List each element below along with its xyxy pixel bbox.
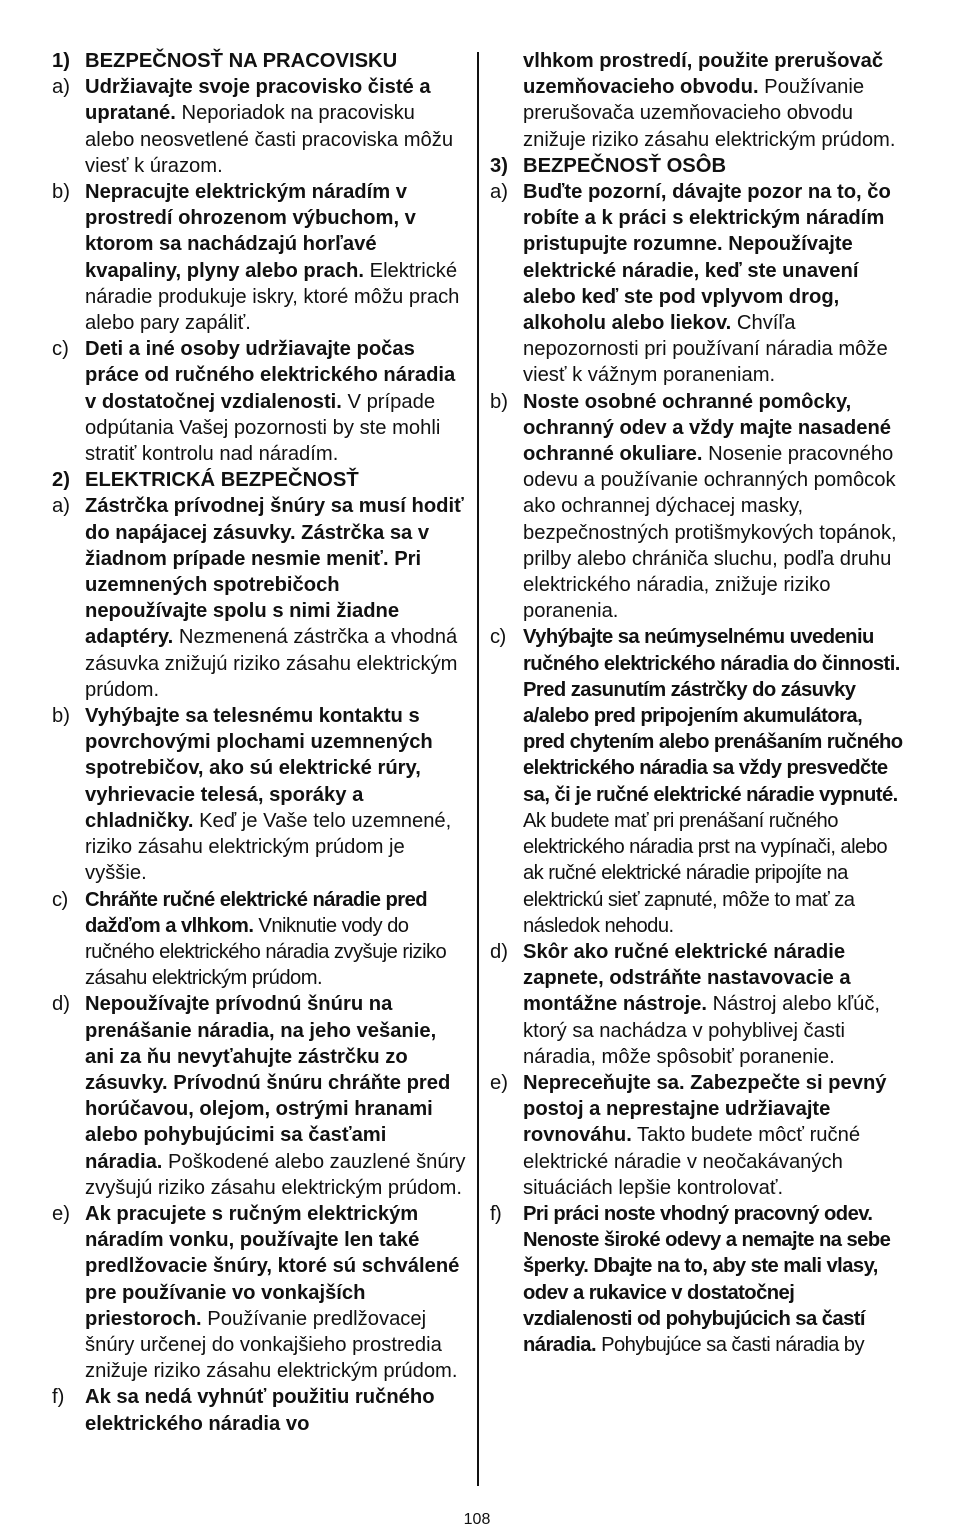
item-marker: d): [490, 940, 508, 963]
item-marker: b): [52, 705, 70, 728]
item-text: Nezmenená zástrčka a vhodná zásuvka znižujú riziko zásahu elektrickým prúdom.: [85, 626, 458, 701]
list-item: [52, 493, 466, 703]
section-number: 1): [52, 50, 70, 72]
item-bold-text: Zástrčka prívodnej šnúry sa musí hodiť do napájacej zásuvky. Zástrčka sa v žiadnom prípade nesmie meniť. Pri uzemnených spotrebičoch nepoužívajte spolu s nimi žiadne adaptéry.: [85, 495, 464, 649]
list-item: [52, 1201, 466, 1384]
item-text: Používanie prerušovača uzemňovacieho obvodu znižuje riziko zásahu elektrickým prúdom.: [523, 76, 896, 151]
list-item: [490, 179, 904, 389]
item-marker: d): [52, 993, 70, 1016]
list-item: [52, 887, 466, 992]
item-bold-text: Nepreceňujte sa. Zabezpečte si pevný postoj a neprestajne udržiavajte rovnováhu.: [523, 1071, 887, 1147]
item-text: Takto budete môcť ručné elektrické náradie v neočakávaných situáciách lepšie kontrolovať.: [523, 1124, 861, 1199]
item-bold-text: Pri práci noste vhodný pracovný odev. Nenoste široké odevy a nemajte na sebe šperky. Dbajte na to, aby ste mali vlasy, odev a rukavice v dostatočnej vzdialenosti od pohybujúcich sa častí náradia.: [523, 1202, 891, 1356]
item-bold-text: Vyhýbajte sa neúmyselnému uvedeniu ručného elektrického náradia do činnosti. Pred zasunutím zástrčky do zásuvky a/alebo pred pripojením akumulátora, pred chytením alebo prenášaním ručného elektrického náradia sa vždy presvedčte sa, či je ručné elektrické náradie vypnuté.: [523, 626, 903, 806]
section-heading-personal-safety: [490, 153, 904, 179]
list-item: [52, 991, 466, 1201]
list-item-continuation: [490, 48, 904, 153]
item-text: Pohybujúce sa časti náradia by: [596, 1333, 865, 1356]
item-marker: e): [490, 1071, 508, 1094]
item-marker: b): [490, 390, 508, 413]
item-bold-text: Ak pracujete s ručným elektrickým náradím vonku, používajte len také predlžovacie šnúry, ktoré sú schválené pre používanie vo vonkajších priestoroch.: [85, 1202, 460, 1330]
item-bold-text: Chráňte ručné elektrické náradie pred dažďom a vlhkom.: [85, 888, 428, 937]
section-title: ELEKTRICKÁ BEZPEČNOSŤ: [85, 469, 359, 492]
item-bold-text: Nepracujte elektrickým náradím v prostredí ohrozenom výbuchom, v ktorom sa nachádzajú horľavé kvapaliny, plyny alebo prach.: [85, 181, 416, 282]
item-text: Neporiadok na pracovisku alebo neosvetlené časti pracoviska môžu viesť k úrazom.: [85, 102, 454, 177]
item-marker: c): [490, 626, 506, 649]
column-divider: [477, 52, 479, 1486]
item-bold-text: Udržiavajte svoje pracovisko čisté a upratané.: [85, 76, 431, 125]
right-column: [490, 48, 904, 1358]
list-item: [490, 1201, 904, 1358]
item-marker: f): [52, 1386, 65, 1409]
list-item: [490, 939, 904, 1070]
item-bold-text: Skôr ako ručné elektrické náradie zapnete, odstráňte nastavovacie a montážne nástroje.: [523, 940, 851, 1016]
section-number: 3): [490, 154, 508, 177]
item-bold-text: Ak sa nedá vyhnúť použitiu ručného elektrického náradia vo: [85, 1386, 435, 1435]
item-marker: b): [52, 181, 70, 204]
item-marker: c): [52, 888, 68, 911]
list-item: [490, 1070, 904, 1201]
section-heading-electrical-safety: [52, 467, 466, 493]
item-marker: c): [52, 338, 69, 361]
item-bold-text: Deti a iné osoby udržiavajte počas práce od ručného elektrického náradia v dostatočnej vzdialenosti.: [85, 338, 456, 413]
list-item: [52, 74, 466, 179]
list-item: [52, 336, 466, 467]
list-item: [490, 624, 904, 938]
item-marker: a): [52, 76, 70, 99]
item-text: Chvíľa nepozornosti pri používaní náradia môže viesť k vážnym poraneniam.: [523, 312, 888, 387]
item-marker: e): [52, 1202, 70, 1225]
item-marker: f): [490, 1202, 502, 1225]
section-number: 2): [52, 469, 70, 492]
item-text: Vniknutie vody do ručného elektrického náradia zvyšuje riziko zásahu elektrickým prúdom.: [85, 914, 447, 990]
item-bold-text: Nepoužívajte prívodnú šnúru na prenášanie náradia, na jeho vešanie, ani za ňu nevyťahujte zástrčku zo zásuvky. Prívodnú šnúru chráňte pred horúčavou, olejom, ostrými hranami alebo pohybujúcimi sa časťami náradia.: [85, 993, 451, 1173]
item-text: Nástroj alebo kľúč, ktorý sa nachádza v pohyblivej časti náradia, môže spôsobiť poranenie.: [523, 993, 881, 1068]
item-marker: a): [52, 495, 70, 518]
list-item: [52, 179, 466, 336]
section-heading-workplace-safety: [52, 48, 466, 74]
item-text: Nosenie pracovného odevu a používanie ochranných pomôcok ako ochrannej dýchacej masky, bezpečnostných protišmykových topánok, prilby alebo chrániča sluchu, podľa druhu elektrického náradia, znižuje riziko poranenia.: [523, 443, 897, 623]
item-text: Poškodené alebo zauzlené šnúry zvyšujú riziko zásahu elektrickým prúdom.: [85, 1150, 466, 1199]
item-text: V prípade odpútania Vašej pozornosti by ste mohli stratiť kontrolu nad náradím.: [85, 390, 441, 466]
section-title: BEZPEČNOSŤ NA PRACOVISKU: [85, 50, 398, 72]
item-bold-text: Buďte pozorní, dávajte pozor na to, čo robíte a k práci s elektrickým náradím pristupujte rozumne. Nepoužívajte elektrické náradie, keď ste unavení alebo keď ste pod vplyvom drog, alkoholu alebo liekov.: [523, 181, 891, 335]
item-bold-text: vlhkom prostredí, použite prerušovač uzemňovacieho obvodu.: [523, 50, 884, 99]
page-number: 108: [463, 1511, 491, 1528]
item-bold-text: Vyhýbajte sa telesnému kontaktu s povrchovými plochami uzemnených spotrebičov, ako sú elektrické rúry, vyhrievacie telesá, sporáky a chladničky.: [85, 705, 433, 832]
item-marker: a): [490, 181, 508, 204]
list-item: [52, 1384, 466, 1436]
section-title: BEZPEČNOSŤ OSÔB: [523, 154, 727, 177]
left-column: [52, 48, 466, 1437]
item-text: Používanie predlžovacej šnúry určenej do vonkajšieho prostredia znižuje riziko zásahu elektrickým prúdom.: [85, 1307, 458, 1383]
item-text: Keď je Vaše telo uzemnené, riziko zásahu elektrickým prúdom je vyššie.: [85, 809, 452, 885]
list-item: [52, 703, 466, 886]
list-item: [490, 389, 904, 625]
item-text: Ak budete mať pri prenášaní ručného elektrického náradia prst na vypínači, alebo ak ručné elektrické náradie pripojíte na elektrickú sieť zapnuté, môže to mať za následok nehodu.: [523, 809, 888, 937]
item-text: Elektrické náradie produkuje iskry, ktoré môžu prach alebo pary zapáliť.: [85, 259, 460, 335]
item-bold-text: Noste osobné ochranné pomôcky, ochranný odev a vždy majte nasadené ochranné okuliare.: [523, 390, 891, 466]
